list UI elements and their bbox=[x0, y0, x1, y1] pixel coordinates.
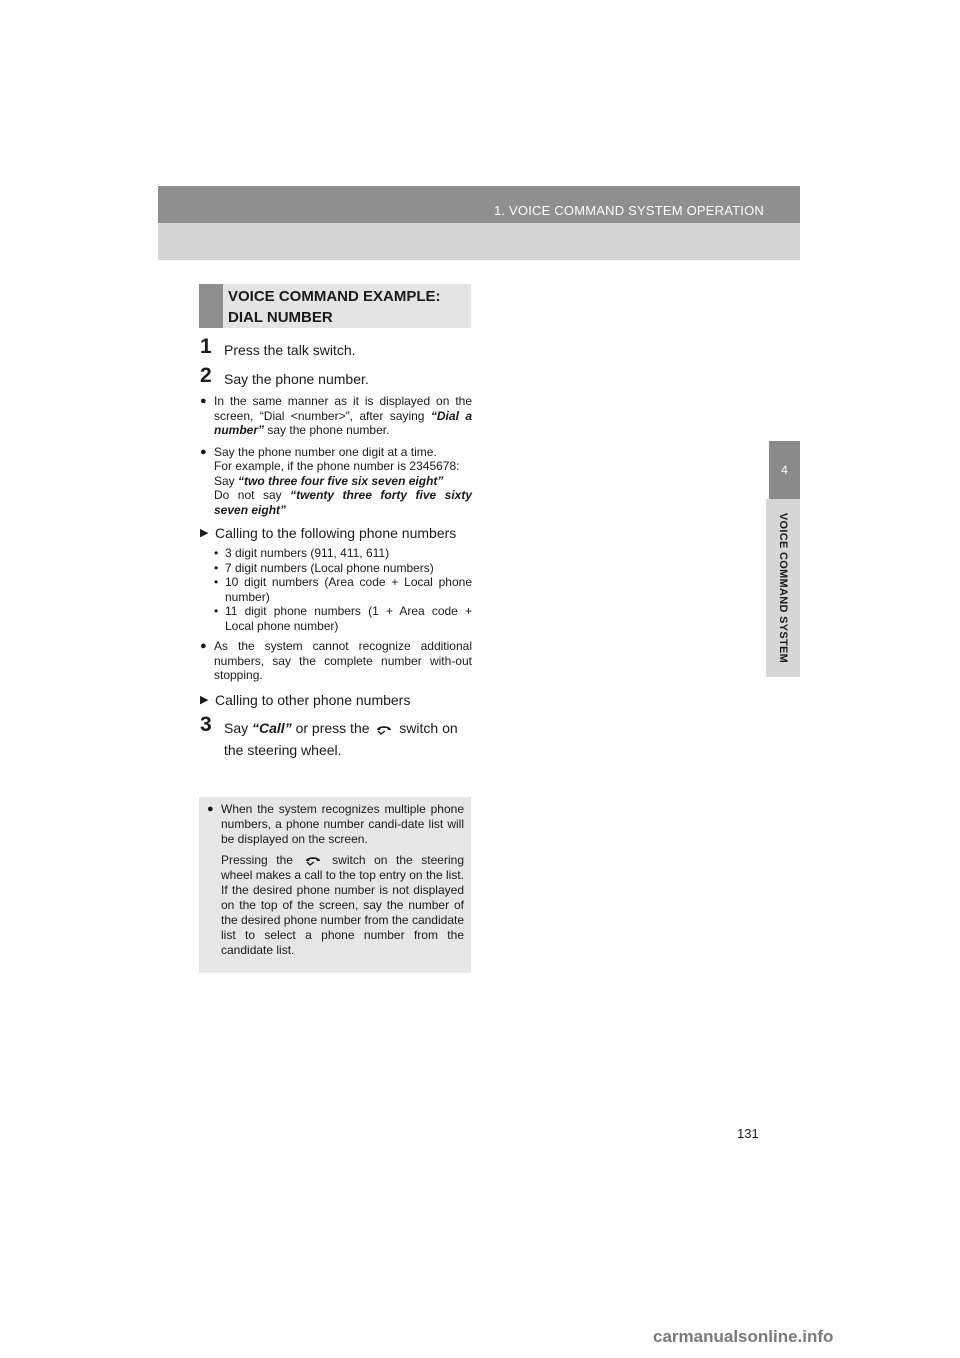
bullet-text: For example, if the phone number is 2345678: bbox=[214, 459, 460, 473]
bullet-icon: ● bbox=[207, 803, 214, 815]
note-paragraph bbox=[207, 852, 464, 958]
sub-bullet-icon: • bbox=[214, 560, 219, 575]
sub-bullet-icon: • bbox=[214, 546, 219, 560]
note-text: Pressing the bbox=[221, 853, 302, 867]
page-number: 131 bbox=[737, 1126, 759, 1141]
sub-item bbox=[200, 546, 472, 561]
bullet-text: In the same manner as it is displayed on the screen, “Dial <number>”, after saying bbox=[214, 394, 472, 423]
step-text: Say bbox=[224, 719, 253, 736]
step-text: switch on the steering wheel. bbox=[224, 719, 458, 758]
sub-item bbox=[200, 604, 472, 633]
dont-say-example bbox=[214, 488, 472, 517]
command-phrase: “Call” bbox=[252, 719, 292, 736]
step-number: 2 bbox=[200, 364, 212, 387]
bullet-text: Say the phone number one digit at a time. bbox=[214, 444, 437, 459]
phone-switch-icon bbox=[302, 852, 324, 866]
sub-item-text: 3 digit numbers (911, 411, 611) bbox=[225, 546, 390, 560]
say-example bbox=[214, 474, 472, 489]
phone-switch-icon bbox=[373, 719, 395, 733]
arrow-heading-text: Calling to the following phone numbers bbox=[215, 525, 457, 541]
command-phrase: “twenty three forty five sixty seven eight” bbox=[214, 488, 472, 517]
bullet-icon: ● bbox=[200, 395, 207, 407]
chapter-number-tab: 4 bbox=[769, 441, 800, 499]
section-heading bbox=[199, 284, 471, 328]
arrow-right-icon: ▶ bbox=[200, 527, 209, 539]
command-phrase: “two three four five six seven eight” bbox=[238, 473, 444, 488]
sub-item-text: 7 digit numbers (Local phone numbers) bbox=[225, 560, 434, 575]
step-number: 3 bbox=[200, 712, 212, 736]
step-text: Say the phone number. bbox=[224, 371, 369, 387]
arrow-heading bbox=[200, 524, 472, 542]
bullet-icon: ● bbox=[200, 445, 207, 458]
arrow-heading-text: Calling to other phone numbers bbox=[215, 691, 411, 708]
sub-list bbox=[200, 546, 472, 633]
chapter-title-tab bbox=[766, 499, 800, 677]
note-text: switch on the steering wheel makes a call to the top entry on the list. If the desired phone number is not displayed on the top of the screen, say the number of the desired phone number from the candidate list to select a phone number from the candidate list. bbox=[221, 853, 464, 957]
bullet-item bbox=[200, 394, 472, 438]
step-text: Press the talk switch. bbox=[224, 342, 356, 358]
section-title bbox=[228, 286, 468, 328]
section-title-line1: VOICE COMMAND EXAMPLE: bbox=[228, 288, 441, 305]
info-note-body bbox=[207, 802, 464, 958]
note-text: When the system recognizes multiple phone numbers, a phone number candi-date list will be displayed on the screen. bbox=[221, 802, 464, 846]
sub-item-text: 11 digit phone numbers (1 + Area code + Local phone number) bbox=[225, 604, 472, 633]
say-label: Say bbox=[214, 473, 239, 488]
step-3 bbox=[200, 712, 472, 761]
step-text: or press the bbox=[291, 719, 374, 736]
command-phrase: “Dial a number” bbox=[214, 408, 472, 437]
note-paragraph bbox=[207, 802, 464, 847]
chapter-title-text: VOICE COMMAND SYSTEM bbox=[777, 512, 789, 664]
header-subband bbox=[158, 223, 800, 260]
sub-item bbox=[200, 561, 472, 576]
sub-bullet-icon: • bbox=[214, 604, 219, 618]
dont-say-label: Do not say bbox=[214, 488, 291, 502]
watermark: carmanualsonline.info bbox=[653, 1327, 834, 1346]
bullet-item bbox=[200, 639, 472, 683]
main-content bbox=[200, 335, 472, 770]
arrow-right-icon: ▶ bbox=[200, 693, 209, 706]
step-number: 1 bbox=[200, 335, 212, 358]
section-title-line2: DIAL NUMBER bbox=[228, 309, 333, 326]
sub-bullet-icon: • bbox=[214, 575, 219, 589]
bullet-text: say the phone number. bbox=[264, 423, 390, 437]
bullet-item bbox=[200, 445, 472, 518]
step-1 bbox=[200, 335, 472, 360]
sub-item bbox=[200, 575, 472, 604]
arrow-heading bbox=[200, 691, 472, 709]
page-header-title: 1. VOICE COMMAND SYSTEM OPERATION bbox=[493, 203, 764, 218]
section-heading-bar bbox=[199, 284, 223, 328]
step-2 bbox=[200, 364, 472, 389]
sub-item-text: 10 digit numbers (Area code + Local phone number) bbox=[225, 575, 472, 604]
info-note bbox=[199, 797, 471, 973]
bullet-icon: ● bbox=[200, 640, 207, 652]
bullet-text: As the system cannot recognize additional numbers, say the complete number with-out stopping. bbox=[214, 639, 472, 682]
